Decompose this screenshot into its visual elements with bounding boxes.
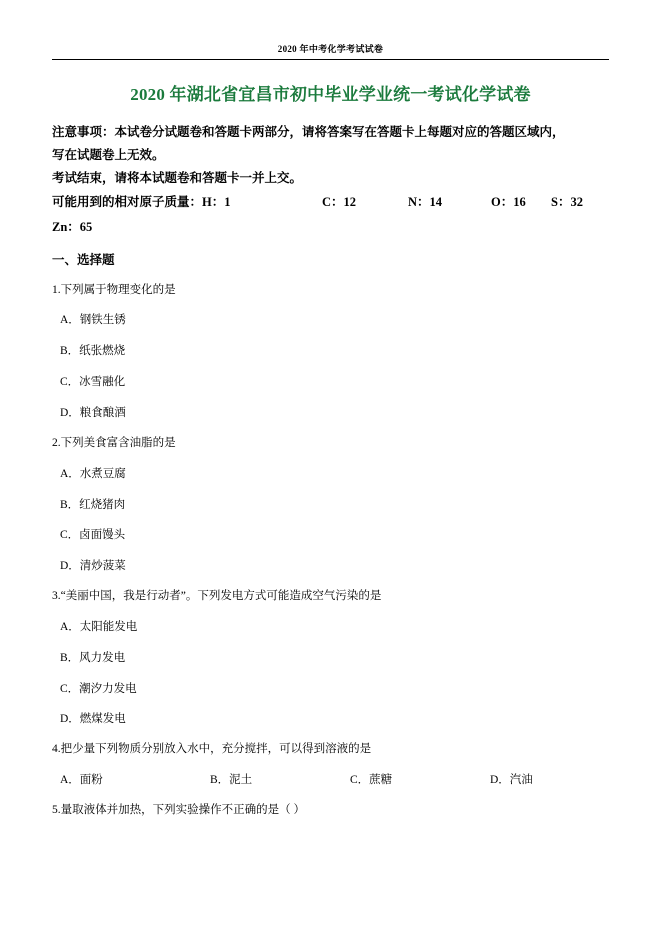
question-stem: 1.下列属于物理变化的是	[52, 283, 176, 296]
mass-item-c: C：12	[322, 195, 357, 210]
mass-item-s: S：32	[551, 195, 583, 210]
question-option[interactable]: A．水煮豆腐	[60, 467, 126, 480]
question-stem: 5.量取液体并加热，下列实验操作不正确的是（ ）	[52, 803, 305, 816]
mass-item-zn: Zn：65	[52, 219, 93, 234]
question-option[interactable]: C．冰雪融化	[60, 376, 126, 389]
notice-line-1: 注意事项：本试卷分试题卷和答题卡两部分，请将答案写在答题卡上每题对应的答题区域内，	[52, 125, 565, 139]
relative-atomic-mass-row	[52, 190, 609, 214]
question-options-inline	[52, 770, 609, 792]
question-option[interactable]: A．太阳能发电	[60, 620, 138, 633]
question-option[interactable]: A．面粉	[60, 774, 103, 787]
mass-item-o: O：16	[491, 195, 526, 210]
question-stem: 2.下列美食富含油脂的是	[52, 436, 176, 449]
header-divider	[52, 59, 609, 60]
question-option[interactable]: B．风力发电	[60, 651, 126, 664]
notice-line-2: 写在试题卷上无效。	[52, 148, 165, 163]
relative-atomic-mass-label: 可能用到的相对原子质量：	[52, 195, 203, 210]
question-option[interactable]: B．纸张燃烧	[60, 345, 126, 358]
page-title: 2020 年湖北省宜昌市初中毕业学业统一考试化学试卷	[130, 85, 531, 104]
mass-item-n: N：14	[408, 195, 443, 210]
question-option[interactable]: B．泥土	[210, 774, 253, 787]
question-option[interactable]: C．蔗糖	[350, 774, 393, 787]
question-option[interactable]: A．钢铁生锈	[60, 314, 126, 327]
mass-item-h: H：1	[202, 195, 231, 210]
question-stem: 4.把少量下列物质分别放入水中，充分搅拌，可以得到溶液的是	[52, 743, 372, 756]
question-option[interactable]: D．清炒菠菜	[60, 560, 126, 573]
question-option[interactable]: D．粮食酿酒	[60, 407, 126, 419]
question-option[interactable]: D．燃煤发电	[60, 713, 126, 726]
question-stem: 3.“美丽中国，我是行动者”。下列发电方式可能造成空气污染的是	[52, 590, 382, 603]
running-head: 2020 年中考化学考试试卷	[277, 44, 384, 54]
question-option[interactable]: C．潮汐力发电	[60, 682, 137, 695]
question-option[interactable]: D．汽油	[490, 774, 533, 787]
question-option[interactable]: B．红烧猪肉	[60, 498, 126, 511]
notice-line-3: 考试结束，请将本试题卷和答题卡一并上交。	[52, 171, 303, 186]
section-title-multiple-choice: 一、选择题	[52, 253, 115, 268]
question-option[interactable]: C．卤面馒头	[60, 529, 126, 542]
